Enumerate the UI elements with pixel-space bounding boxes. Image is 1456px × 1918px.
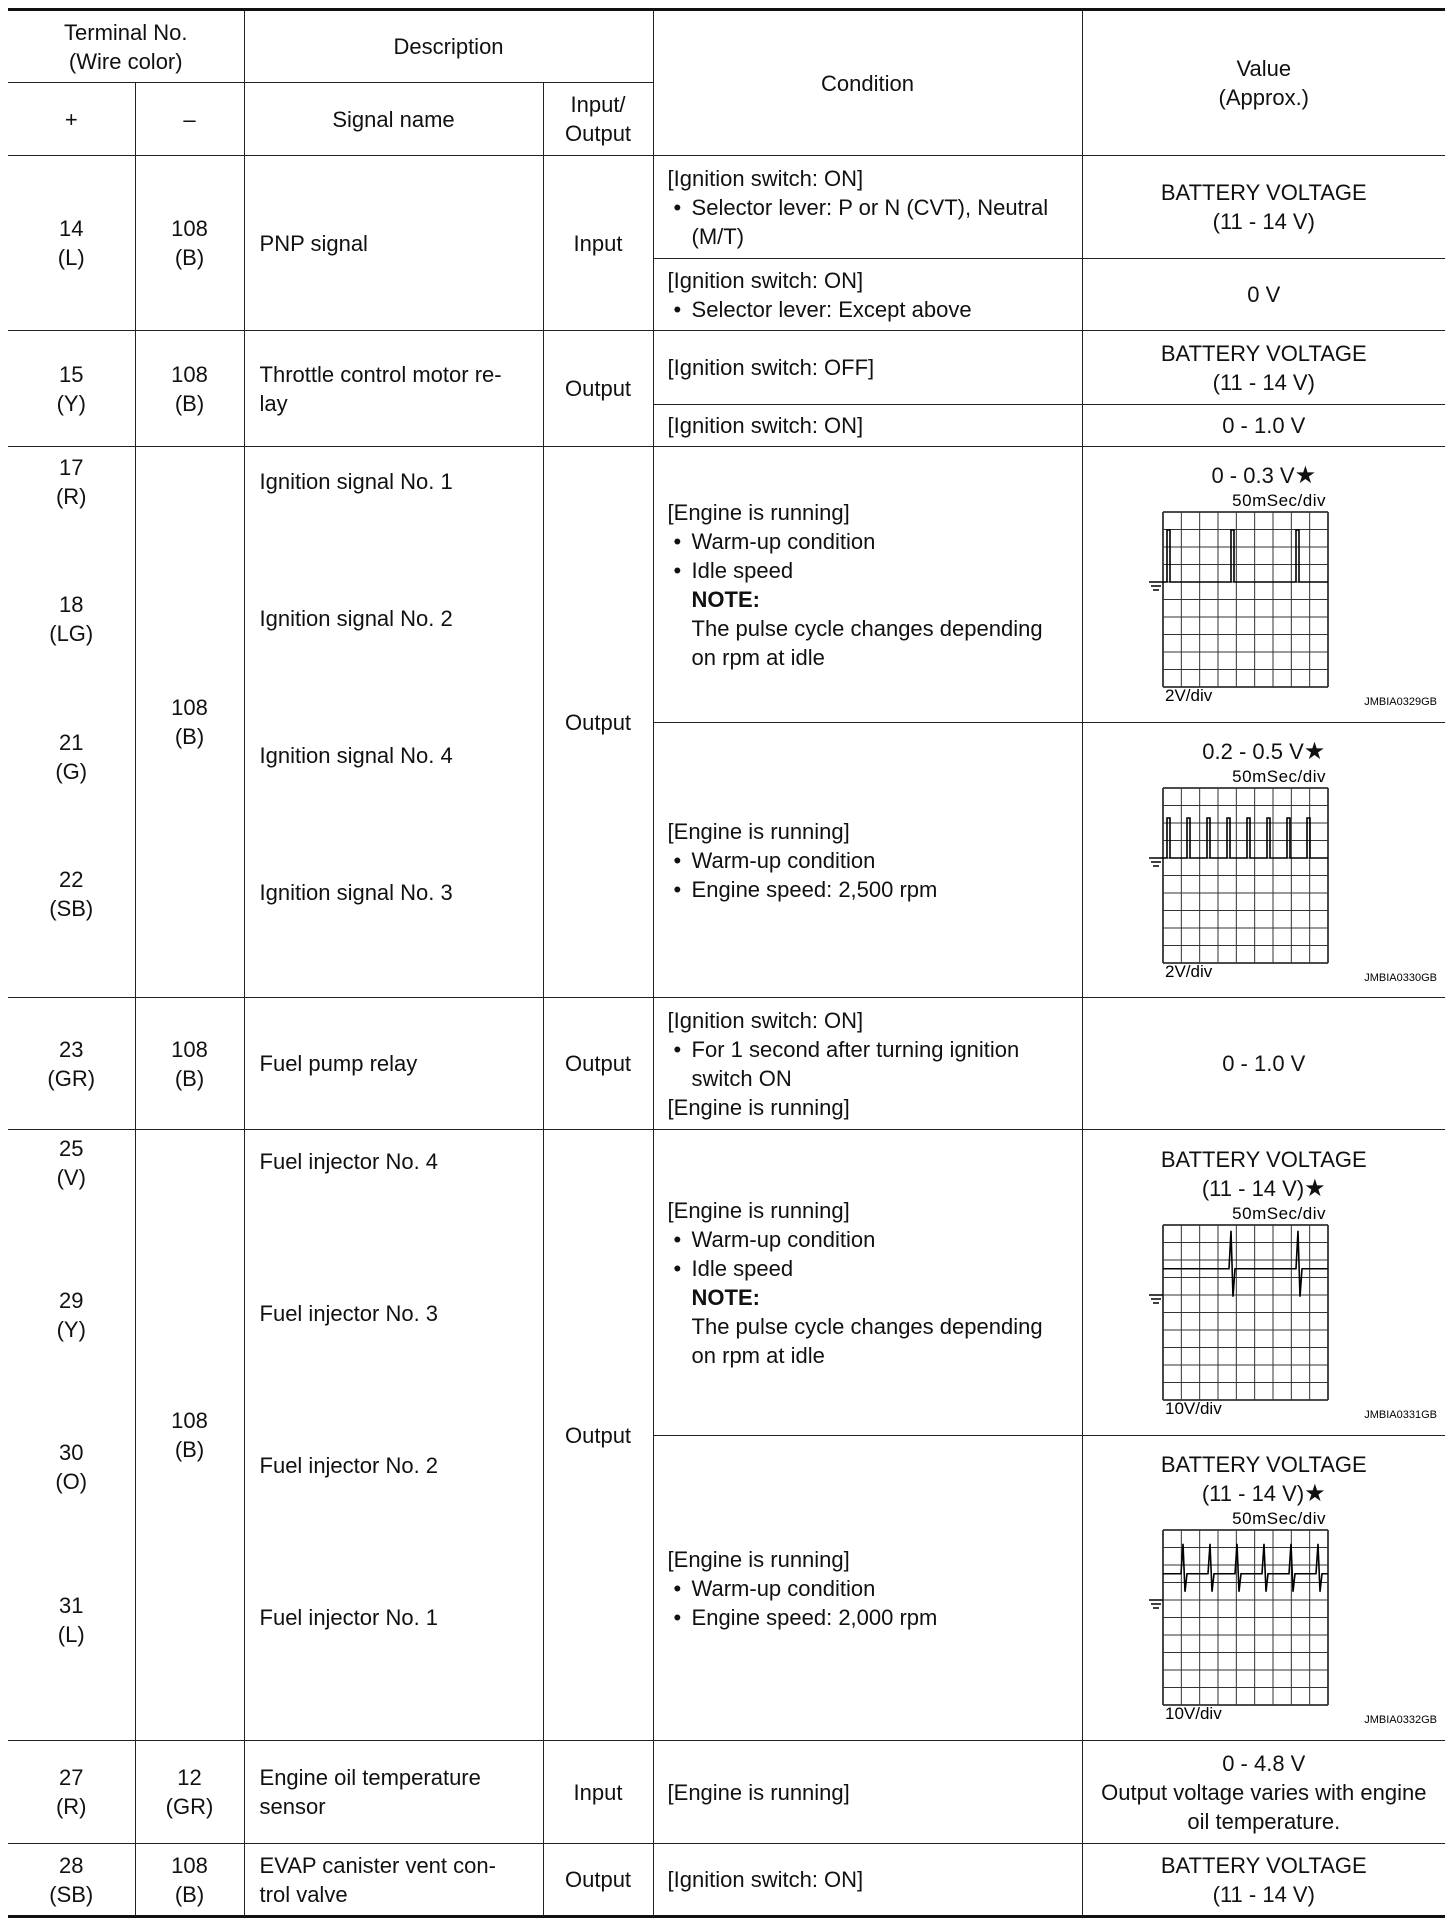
terminal-item bbox=[8, 453, 135, 511]
ground-marker bbox=[1149, 1295, 1163, 1303]
terminal-number: 25 bbox=[59, 1136, 84, 1161]
value-cell: 0 - 1.0 V bbox=[1082, 405, 1445, 447]
ground-marker bbox=[1149, 858, 1163, 866]
note-text: The pulse cycle changes depending bbox=[691, 1313, 1043, 1339]
time-scale-label: 50mSec/div bbox=[1231, 1509, 1326, 1528]
header-terminal-label: Terminal No. bbox=[64, 19, 188, 45]
condition-bullet: • Warm-up condition bbox=[668, 1574, 1072, 1603]
terminal-table bbox=[8, 8, 1445, 1918]
condition-bullet: • Idle speed bbox=[668, 1254, 1072, 1283]
note-text: on rpm at idle bbox=[691, 1342, 825, 1368]
value-cell bbox=[1082, 723, 1445, 998]
condition-bullet: • Engine speed: 2,000 rpm bbox=[668, 1603, 1072, 1632]
terminal-item bbox=[8, 1286, 135, 1344]
value-cell bbox=[1082, 1844, 1445, 1917]
oscilloscope-waveform bbox=[1083, 766, 1445, 984]
oscilloscope-waveform bbox=[1083, 1203, 1445, 1421]
oscilloscope-waveform bbox=[1083, 490, 1445, 708]
figure-code: JMBIA0329GB bbox=[1364, 696, 1437, 708]
io-type: Input bbox=[543, 1741, 653, 1844]
volt-scale-label: 10V/div bbox=[1164, 1398, 1222, 1418]
wire-color: (GR) bbox=[165, 1794, 214, 1819]
wire-color: (G) bbox=[55, 759, 88, 784]
terminal-plus-group bbox=[8, 447, 135, 998]
io-type: Output bbox=[543, 998, 653, 1130]
terminal-number: 28 bbox=[59, 1852, 84, 1878]
terminal-minus bbox=[135, 1741, 244, 1844]
terminal-number: 21 bbox=[59, 730, 84, 755]
terminal-number: 108 bbox=[171, 361, 208, 387]
wire-color: (SB) bbox=[49, 896, 94, 921]
signal-name bbox=[244, 1844, 543, 1917]
signal-name: Fuel pump relay bbox=[244, 998, 543, 1130]
value-cell: 0 V bbox=[1082, 259, 1445, 331]
value-label bbox=[1083, 461, 1446, 490]
signal-name: PNP signal bbox=[244, 156, 543, 331]
condition-bullet: • Warm-up condition bbox=[668, 527, 1072, 556]
wire-color: (Y) bbox=[56, 1317, 86, 1342]
condition-head: [Engine is running] bbox=[667, 1094, 850, 1120]
terminal-number: 30 bbox=[59, 1440, 84, 1465]
value-cell bbox=[1082, 331, 1445, 405]
value-line: (11 - 14 V) bbox=[1212, 209, 1315, 234]
value-cell bbox=[1082, 447, 1445, 723]
header-value bbox=[1082, 10, 1445, 156]
condition-head: [Ignition switch: ON] bbox=[667, 165, 864, 191]
value-label bbox=[1083, 737, 1446, 766]
terminal-number: 23 bbox=[59, 1036, 84, 1062]
wire-color: (B) bbox=[174, 724, 205, 749]
star-icon: ★ bbox=[1304, 1174, 1326, 1202]
wire-color: (B) bbox=[174, 245, 205, 270]
wire-color: (O) bbox=[55, 1469, 88, 1494]
terminal-minus bbox=[135, 998, 244, 1130]
terminal-number: 12 bbox=[177, 1765, 202, 1790]
value-line: (11 - 14 V) bbox=[1201, 1175, 1305, 1201]
io-type: Output bbox=[543, 1844, 653, 1917]
wire-color: (R) bbox=[55, 1794, 87, 1819]
terminal-plus-group bbox=[8, 1130, 135, 1741]
condition-bullet: • Selector lever: Except above bbox=[668, 295, 1072, 324]
terminal-item bbox=[8, 1438, 135, 1496]
terminal-item bbox=[8, 865, 135, 923]
terminal-plus bbox=[8, 1844, 135, 1917]
condition-cell bbox=[653, 723, 1082, 998]
terminal-minus bbox=[135, 447, 244, 998]
header-io bbox=[543, 83, 653, 156]
value-line: BATTERY VOLTAGE bbox=[1160, 1146, 1367, 1172]
terminal-number: 29 bbox=[59, 1288, 84, 1313]
value-line: BATTERY VOLTAGE bbox=[1160, 340, 1367, 366]
value-line: oil temperature. bbox=[1187, 1808, 1341, 1834]
value-line: (11 - 14 V) bbox=[1212, 369, 1315, 395]
io-type: Output bbox=[543, 331, 653, 447]
terminal-plus bbox=[8, 998, 135, 1130]
terminal-number: 108 bbox=[171, 216, 208, 241]
condition-head: [Ignition switch: ON] bbox=[667, 1007, 864, 1033]
condition-cell bbox=[653, 998, 1082, 1130]
condition-bullet: • Warm-up condition bbox=[668, 1225, 1072, 1254]
header-wire-color-label: (Wire color) bbox=[68, 48, 183, 74]
signal-line: EVAP canister vent con- bbox=[259, 1852, 496, 1878]
header-condition: Condition bbox=[653, 10, 1082, 156]
terminal-number: 31 bbox=[59, 1593, 84, 1618]
condition-cell: [Ignition switch: ON] bbox=[653, 405, 1082, 447]
ground-marker bbox=[1149, 1600, 1163, 1608]
terminal-number: 15 bbox=[59, 361, 84, 387]
time-scale-label: 50mSec/div bbox=[1231, 491, 1326, 510]
terminal-item bbox=[8, 728, 135, 786]
wire-color: (R) bbox=[55, 484, 87, 509]
signal-name: Fuel injector No. 2 bbox=[259, 1453, 439, 1478]
waveform-trace bbox=[1163, 530, 1328, 582]
wire-color: (B) bbox=[174, 1437, 205, 1462]
value-cell: 0 - 1.0 V bbox=[1082, 998, 1445, 1130]
time-scale-label: 50mSec/div bbox=[1231, 1203, 1326, 1223]
header-value-label: Value bbox=[1236, 56, 1292, 81]
io-type: Output bbox=[543, 1130, 653, 1741]
condition-bullet: • For 1 second after turning ignition bbox=[668, 1035, 1072, 1064]
time-scale-label: 50mSec/div bbox=[1231, 766, 1326, 786]
terminal-minus bbox=[135, 1130, 244, 1741]
waveform-trace bbox=[1163, 1544, 1328, 1592]
wire-color: (B) bbox=[174, 1065, 205, 1091]
signal-name: Fuel injector No. 3 bbox=[259, 1301, 439, 1326]
star-icon: ★ bbox=[1304, 1480, 1326, 1507]
wire-color: (B) bbox=[174, 390, 205, 416]
value-line: 0 - 0.3 V bbox=[1211, 463, 1295, 488]
waveform-block bbox=[1083, 1450, 1446, 1726]
value-line: (11 - 14 V) bbox=[1201, 1481, 1305, 1506]
condition-cell: [Engine is running] bbox=[653, 1741, 1082, 1844]
figure-code: JMBIA0330GB bbox=[1364, 971, 1437, 984]
signal-name: Fuel injector No. 1 bbox=[259, 1605, 439, 1630]
terminal-plus bbox=[8, 1741, 135, 1844]
terminal-number: 108 bbox=[171, 1408, 208, 1433]
wire-color: (V) bbox=[56, 1165, 86, 1190]
value-cell bbox=[1082, 1436, 1445, 1741]
wire-color: (L) bbox=[57, 1622, 85, 1647]
header-minus: – bbox=[135, 83, 244, 156]
io-type: Input bbox=[543, 156, 653, 331]
io-type: Output bbox=[543, 447, 653, 998]
condition-head: [Ignition switch: ON] bbox=[667, 267, 864, 293]
waveform-block bbox=[1083, 461, 1446, 708]
note-label: NOTE: bbox=[691, 1284, 760, 1310]
condition-head: [Engine is running] bbox=[667, 818, 850, 844]
signal-name: Ignition signal No. 4 bbox=[259, 743, 453, 768]
condition-bullet: • Warm-up condition bbox=[668, 846, 1072, 875]
condition-cell: [Ignition switch: ON] bbox=[653, 1844, 1082, 1917]
volt-scale-label: 2V/div bbox=[1164, 686, 1213, 705]
condition-bullet: • Selector lever: P or N (CVT), Neutral bbox=[668, 193, 1072, 222]
condition-bullet: • Engine speed: 2,500 rpm bbox=[668, 875, 1072, 904]
signal-line: trol valve bbox=[259, 1881, 348, 1907]
value-line: BATTERY VOLTAGE bbox=[1160, 180, 1367, 205]
terminal-minus bbox=[135, 156, 244, 331]
waveform-trace bbox=[1163, 1230, 1328, 1296]
signal-line: Engine oil temperature bbox=[259, 1765, 481, 1790]
oscilloscope-waveform bbox=[1083, 1508, 1445, 1726]
waveform-trace bbox=[1163, 818, 1328, 858]
header-approx-label: (Approx.) bbox=[1218, 85, 1310, 110]
value-cell bbox=[1082, 1130, 1445, 1436]
signal-name: Ignition signal No. 2 bbox=[259, 606, 453, 631]
note-text: The pulse cycle changes depending bbox=[691, 615, 1043, 641]
wire-color: (B) bbox=[174, 1881, 205, 1907]
condition-head: [Engine is running] bbox=[667, 1197, 850, 1223]
condition-bullet-cont: switch ON bbox=[691, 1065, 792, 1091]
condition-bullet-cont: (M/T) bbox=[691, 223, 745, 249]
header-io-line2: Output bbox=[565, 121, 632, 146]
value-line: Output voltage varies with engine bbox=[1101, 1779, 1427, 1805]
terminal-number: 18 bbox=[59, 592, 84, 617]
waveform-block bbox=[1083, 737, 1446, 984]
condition-cell bbox=[653, 259, 1082, 331]
wire-color: (L) bbox=[57, 245, 85, 270]
terminal-item bbox=[8, 590, 135, 648]
value-line: 0.2 - 0.5 V bbox=[1202, 738, 1304, 764]
terminal-plus bbox=[8, 156, 135, 331]
condition-cell bbox=[653, 447, 1082, 723]
terminal-number: 14 bbox=[59, 216, 84, 241]
header-description: Description bbox=[244, 10, 653, 83]
terminal-number: 22 bbox=[59, 867, 84, 892]
condition-head: [Engine is running] bbox=[667, 499, 850, 525]
value-cell bbox=[1082, 1741, 1445, 1844]
terminal-number: 108 bbox=[171, 695, 208, 720]
condition-cell bbox=[653, 1130, 1082, 1436]
condition-cell bbox=[653, 1436, 1082, 1741]
waveform-block bbox=[1083, 1145, 1446, 1421]
terminal-plus bbox=[8, 331, 135, 447]
figure-code: JMBIA0331GB bbox=[1364, 1408, 1437, 1421]
volt-scale-label: 2V/div bbox=[1164, 961, 1213, 981]
header-io-line1: Input/ bbox=[570, 92, 626, 117]
signal-name-group bbox=[244, 447, 543, 998]
value-line: BATTERY VOLTAGE bbox=[1160, 1452, 1367, 1477]
terminal-item bbox=[8, 1134, 135, 1192]
terminal-minus bbox=[135, 331, 244, 447]
note-label: NOTE: bbox=[691, 586, 760, 612]
figure-code: JMBIA0332GB bbox=[1364, 1714, 1437, 1726]
value-label bbox=[1083, 1145, 1446, 1203]
signal-name bbox=[244, 1741, 543, 1844]
value-label bbox=[1083, 1450, 1446, 1508]
wire-color: (SB) bbox=[49, 1881, 94, 1907]
header-signal-name: Signal name bbox=[244, 83, 543, 156]
star-icon: ★ bbox=[1294, 462, 1317, 489]
volt-scale-label: 10V/div bbox=[1164, 1704, 1222, 1723]
star-icon: ★ bbox=[1303, 737, 1326, 765]
value-cell bbox=[1082, 156, 1445, 259]
signal-name: Ignition signal No. 1 bbox=[259, 469, 453, 494]
terminal-number: 108 bbox=[171, 1036, 208, 1062]
signal-line: sensor bbox=[259, 1794, 326, 1819]
condition-head: [Engine is running] bbox=[667, 1546, 850, 1572]
header-terminal bbox=[8, 10, 244, 83]
signal-name: Ignition signal No. 3 bbox=[259, 880, 453, 905]
signal-name: Fuel injector No. 4 bbox=[259, 1149, 439, 1174]
wire-color: (GR) bbox=[47, 1065, 96, 1091]
header-plus: + bbox=[8, 83, 135, 156]
terminal-number: 108 bbox=[171, 1852, 208, 1878]
signal-name bbox=[244, 331, 543, 447]
condition-cell: [Ignition switch: OFF] bbox=[653, 331, 1082, 405]
condition-bullet: • Idle speed bbox=[668, 556, 1072, 585]
signal-name-group bbox=[244, 1130, 543, 1741]
note-text: on rpm at idle bbox=[691, 644, 825, 670]
value-line: BATTERY VOLTAGE bbox=[1160, 1852, 1367, 1878]
value-line: (11 - 14 V) bbox=[1212, 1881, 1315, 1907]
wire-color: (LG) bbox=[49, 621, 94, 646]
signal-line: lay bbox=[259, 390, 288, 416]
ground-marker bbox=[1149, 582, 1163, 590]
signal-line: Throttle control motor re- bbox=[259, 361, 502, 387]
terminal-item bbox=[8, 1591, 135, 1649]
value-line: 0 - 4.8 V bbox=[1222, 1750, 1306, 1776]
terminal-minus bbox=[135, 1844, 244, 1917]
terminal-number: 27 bbox=[59, 1765, 84, 1790]
condition-cell bbox=[653, 156, 1082, 259]
wire-color: (Y) bbox=[56, 390, 86, 416]
terminal-number: 17 bbox=[59, 455, 84, 480]
